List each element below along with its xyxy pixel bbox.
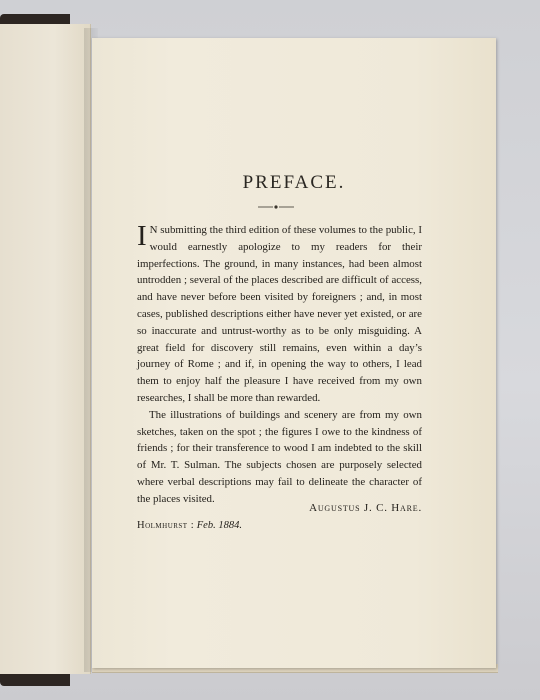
left-page xyxy=(0,24,91,674)
paragraph-2: The illustrations of buildings and scenery are from my own sketches, taken on the spot ; the figures I owe to the kindness of friends ; for their transference to wood I am indebted to the skill of Mr. T. Sulman. The subjects chosen are purposely selected where verbal descriptions may fail to delineate the character of the places visited. xyxy=(137,408,422,505)
drop-cap: I xyxy=(137,220,147,252)
paragraph-1-text: N submitting the third edition of these volumes to the public, I would earnestly apologize to my readers for their imperfections. The ground, in many instances, had been almost untrodden ; several of the places described are difficult of access, and have never before been visited by foreigners ; and, in most cases, published descriptions either have never yet existed, or are so inaccurate and untrust-worthy as to be only misguiding. A great field for discovery still remains, even within a day’s journey of Rome ; and if, in opening the way to others, I lead them to enjoy half the pleasure I have received from my own researches, I shall be more than rewarded. xyxy=(137,224,422,404)
date: Feb. 1884. xyxy=(196,520,242,531)
place-name: Holmhurst : xyxy=(137,520,195,531)
page-title: PREFACE. xyxy=(242,172,346,193)
paragraph-1 xyxy=(137,222,422,407)
place-and-date xyxy=(137,520,242,531)
preface-body xyxy=(137,222,422,508)
author-signature: Augustus J. C. Hare. xyxy=(309,502,422,514)
ornament-divider-icon xyxy=(258,204,294,210)
